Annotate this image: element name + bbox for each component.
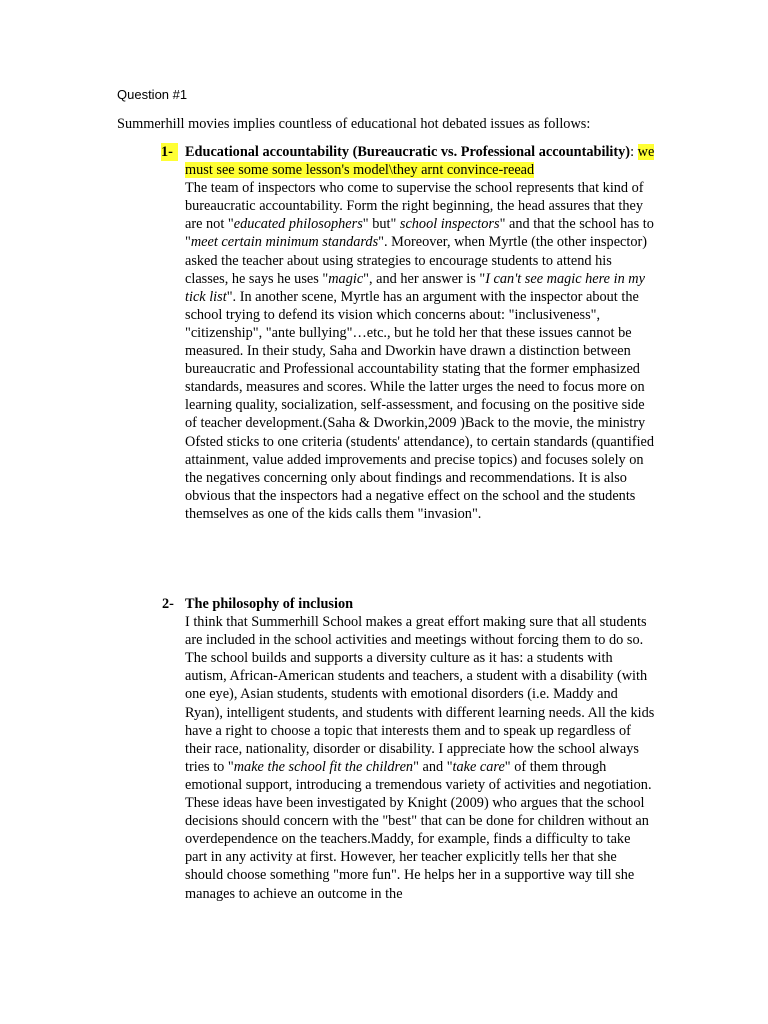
item-1-colon: : (630, 144, 635, 160)
italic-quote: school inspectors (399, 216, 500, 233)
italic-quote: take care (452, 758, 505, 775)
italic-quote: make the school fit the children (233, 758, 414, 775)
text-run: The team of inspectors who come to supervise the school represents that kind of bureaucratic accountability. Form the right beginning, the head assures that they are not " (185, 180, 644, 233)
intro-sentence: Summerhill movies implies countless of educational hot debated issues as follows: (117, 116, 591, 132)
item-2-paragraph (185, 613, 655, 903)
italic-quote: educated philosophers (233, 216, 363, 233)
item-2-heading-line (185, 595, 655, 613)
text-run: " and that the school has to " (185, 216, 654, 251)
question-title: Question #1 (117, 87, 188, 102)
item-1-heading-line (185, 143, 655, 179)
highlighted-comment: we must see some some lesson's model\they arnt convince-reead (185, 144, 655, 179)
item-2-number: 2- (162, 596, 174, 612)
text-run: " of them through emotional support, introducing a tremendous variety of activities and negotiation. These ideas have been investigated by Knight (2009) who argues that the school decisions should concern with the "best" that can be done for children without an overdependence on the teachers.Maddy, for example, finds a difficulty to take part in any activity at first. However, her teacher explicitly tells her that she should choose something "more fun". He helps her in a supportive way till she manages to achieve an outcome in the (185, 758, 652, 902)
text-run: ". Moreover, when Myrtle (the other inspector) asked the teacher about using strategies to encourage students to attend his classes, he says he uses " (185, 234, 648, 287)
text-run: " but" (362, 216, 400, 233)
italic-quote: meet certain minimum standards (190, 234, 379, 251)
item-1-paragraph (185, 179, 655, 523)
text-run: ", and her answer is " (363, 270, 486, 287)
italic-quote: I can't see magic here in my tick list (185, 270, 645, 305)
text-run: ". In another scene, Myrtle has an argument with the inspector about the school trying to defend its vision which concerns about: "inclusiveness", "citizenship", "ante bullying"…etc., but he told her that these issues cannot be measured. In their study, Saha and Dworkin have drawn a distinction between bureaucratic and Professional accountability stating that the former emphasized standards, measures and scores. While the latter urges the need to focus more on learning quality, socialization, self-assessment, and focusing on the positive side of teacher development.(Saha & Dworkin,2009 )Back to the movie, the ministry Ofsted sticks to one criteria (students' attendance), to certain standards (quantified attainment, value added improvements and precise topics) and focuses solely on the negatives concerning only about findings and recommendations. It is also obvious that the inspectors had a negative effect on the school and the students themselves as one of the kids calls them "invasion". (185, 288, 655, 522)
item-1-number: 1- (161, 143, 178, 161)
italic-quote: magic (328, 270, 364, 287)
text-run: I think that Summerhill School makes a great effort making sure that all students are included in the school activities and meetings without forcing them to do so. The school builds and supports a diversity culture as it has: a students with autism, African-American students and teachers, a student with a disability (with one eye), Asian students, students with emotional disorders (i.e. Maddy and Ryan), intelligent students, and students with different learning needs. All the kids have a right to choose a topic that interests them and to speak up regardless of their race, nationality, disorder or disability. I appreciate how the school always tries to " (185, 614, 655, 775)
item-2-heading: The philosophy of inclusion (185, 596, 354, 612)
item-1-heading: Educational accountability (Bureaucratic vs. Professional accountability) (185, 144, 631, 160)
list-item-1 (161, 143, 655, 523)
list-item-2 (162, 595, 655, 903)
text-run: " and " (413, 758, 453, 775)
